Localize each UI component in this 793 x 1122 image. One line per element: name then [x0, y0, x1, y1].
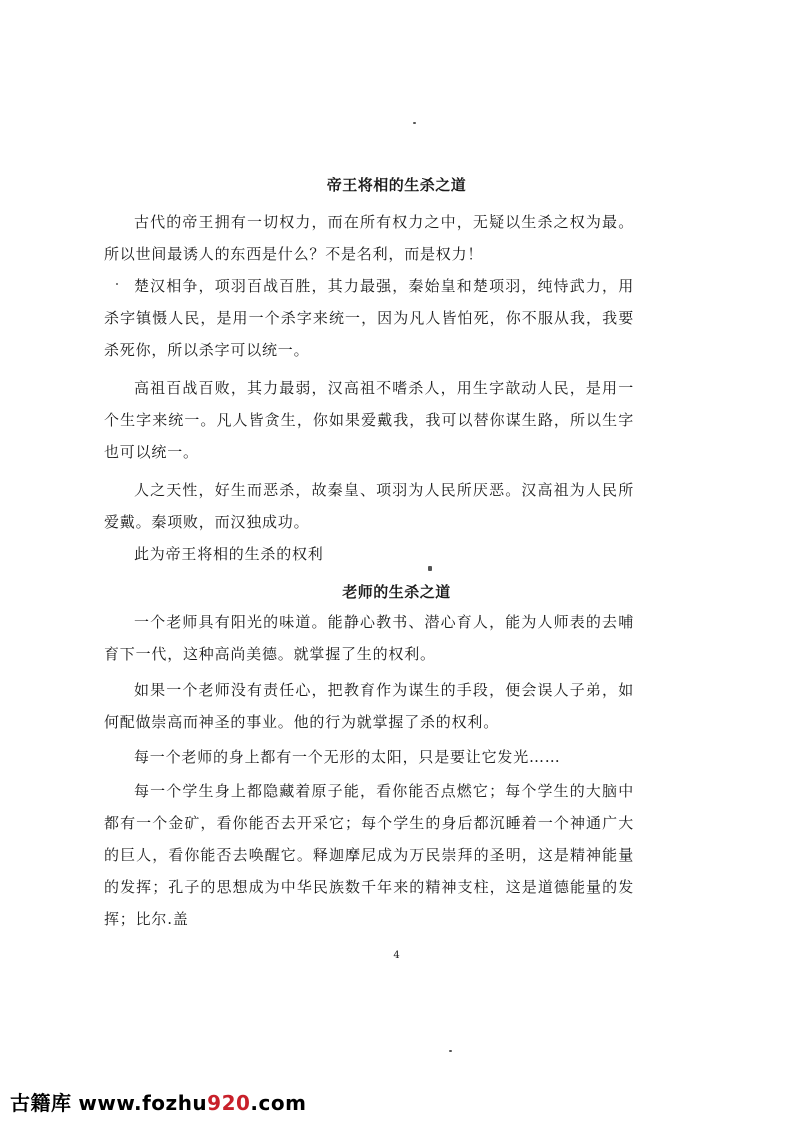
scan-speck: [449, 1050, 452, 1052]
paragraph: 如果一个老师没有责任心，把教育作为谋生的手段，便会误人子弟，如何配做崇高而神圣的事业。他的行为就掌握了杀的权利。: [104, 681, 634, 731]
scan-speck: [428, 566, 432, 571]
paragraph: 此为帝王将相的生杀的权利: [134, 545, 324, 563]
page-number: 4: [393, 950, 400, 961]
paragraph: 一个老师具有阳光的味道。能静心教书、潜心育人，能为人师表的去哺育下一代，这种高尚美德。就掌握了生的权利。: [104, 613, 634, 663]
paragraph: 高祖百战百败，其力最弱，汉高祖不嗜杀人，用生字歆动人民，是用一个生字来统一。凡人皆贪生，你如果爱戴我，我可以替你谋生路，所以生字也可以统一。: [104, 379, 634, 461]
brand-name: 古籍库: [10, 1091, 72, 1115]
paragraph: 古代的帝王拥有一切权力，而在所有权力之中，无疑以生杀之权为最。所以世间最诱人的东西是什么？不是名利，而是权力！: [104, 213, 634, 263]
paragraph: 每一个学生身上都隐藏着原子能，看你能否点燃它；每个学生的大脑中都有一个金矿，看你能否去开采它；每个学生的身后都沉睡着一个神通广大的巨人，看你能否去唤醒它。释迦摩尼成为万民崇拜的圣明，这是精神能量的发挥；孔子的思想成为中华民族数千年来的精神支柱，这是道德能量的发挥；比尔.盖: [104, 782, 634, 928]
site-watermark: [10, 1087, 306, 1116]
paragraph: 每一个老师的身上都有一个无形的太阳，只是要让它发光……: [134, 748, 561, 766]
scan-speck: [116, 283, 118, 285]
section-title: 老师的生杀之道: [342, 583, 451, 601]
site-url-prefix: www.fozhu: [78, 1091, 208, 1115]
paragraph: 人之天性，好生而恶杀，故秦皇、项羽为人民所厌恶。汉高祖为人民所爱戴。秦项败，而汉独成功。: [104, 481, 634, 531]
paragraph: 楚汉相争，项羽百战百胜，其力最强，秦始皇和楚项羽，纯恃武力，用杀字镇慑人民，是用一个杀字来统一，因为凡人皆怕死，你不服从我，我要杀死你，所以杀字可以统一。: [104, 277, 634, 359]
site-url-suffix: .com: [250, 1091, 307, 1115]
scan-speck: [413, 122, 416, 124]
site-url-number: 920: [207, 1091, 251, 1115]
section-title: 帝王将相的生杀之道: [326, 176, 467, 194]
